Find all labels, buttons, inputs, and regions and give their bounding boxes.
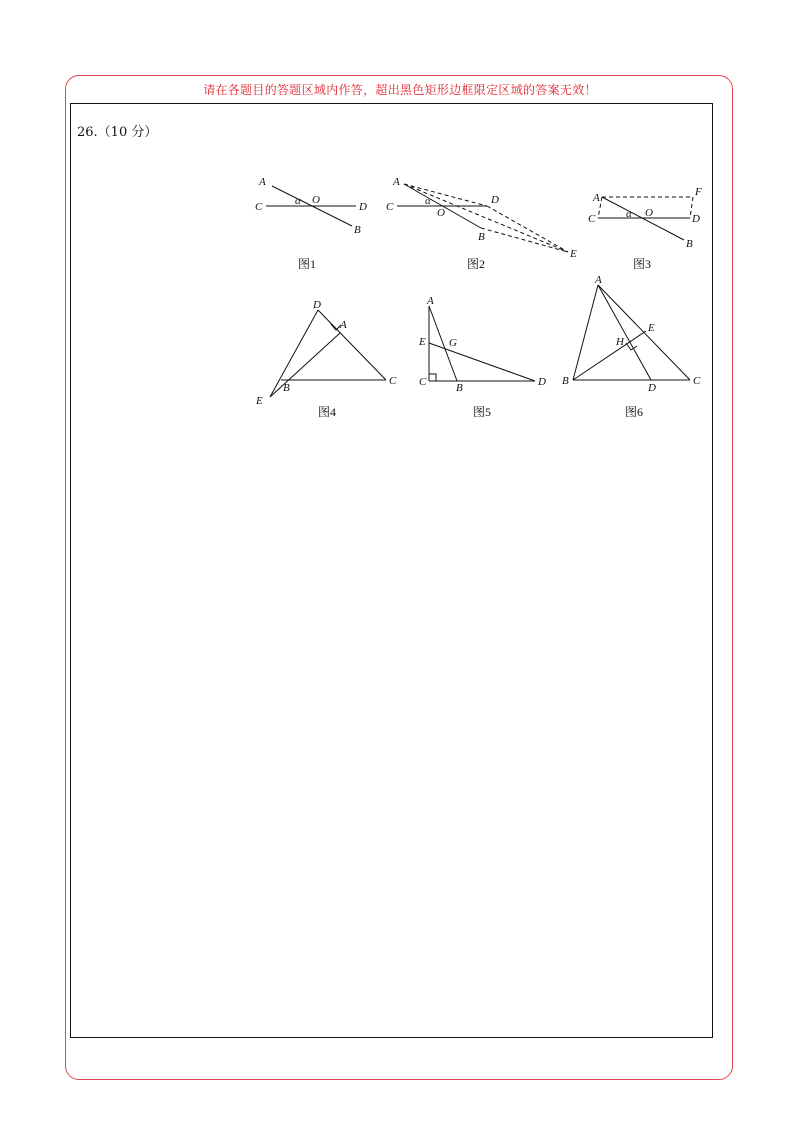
fig6-caption: 图6	[625, 405, 644, 419]
fig4-label-a: A	[340, 319, 347, 331]
figure-6-labels	[562, 274, 701, 419]
fig6-label-b: B	[562, 375, 569, 387]
fig4-caption: 图4	[318, 405, 337, 419]
fig1-caption: 图1	[298, 257, 317, 271]
fig2-dash-de	[487, 206, 568, 252]
fig5-label-d: D	[538, 376, 546, 388]
fig5-label-b: B	[456, 382, 463, 394]
fig6-label-d: D	[648, 382, 656, 394]
fig5-label-c: C	[419, 376, 427, 388]
fig4-label-e: E	[256, 395, 263, 407]
figure-1-labels	[255, 176, 367, 271]
fig6-label-a: A	[595, 274, 602, 286]
fig1-label-c: C	[255, 201, 263, 213]
fig4-line-dc	[318, 310, 386, 380]
fig2-label-o: O	[437, 207, 445, 219]
fig3-label-a: A	[593, 192, 600, 204]
fig5-label-a: A	[427, 295, 434, 307]
question-number: 26.（10 分）	[77, 125, 158, 140]
fig2-label-c: C	[386, 201, 394, 213]
fig4-line-de	[270, 310, 318, 397]
fig4-label-d: D	[313, 299, 321, 311]
figure-1	[266, 186, 356, 226]
fig4-line-ea	[270, 333, 340, 397]
fig3-label-alpha: α	[626, 208, 632, 220]
fig2-dash-ad	[404, 184, 487, 206]
figure-4-labels	[255, 299, 397, 419]
fig2-label-alpha: α	[425, 195, 431, 207]
answer-area-notice: 请在各题目的答题区域内作答，超出黑色矩形边框限定区域的答案无效！	[203, 83, 597, 97]
figure-5-labels	[418, 295, 546, 419]
fig1-label-b: B	[354, 224, 361, 236]
fig3-label-o: O	[645, 207, 653, 219]
fig2-label-d: D	[491, 194, 499, 206]
fig4-label-c: C	[389, 375, 397, 387]
fig6-label-h: H	[616, 336, 624, 348]
fig3-label-c: C	[588, 213, 596, 225]
fig2-dash-be	[481, 228, 568, 252]
fig5-line-ed	[429, 343, 535, 381]
fig3-label-b: B	[686, 238, 693, 250]
figure-5	[429, 306, 535, 381]
fig5-label-g: G	[449, 337, 457, 349]
fig5-right-angle	[429, 374, 436, 381]
fig6-label-e: E	[648, 322, 655, 334]
fig1-label-alpha: α	[295, 195, 301, 207]
fig6-label-c: C	[693, 375, 701, 387]
fig3-label-f: F	[695, 186, 702, 198]
fig3-label-d: D	[692, 213, 700, 225]
fig5-label-e: E	[419, 336, 426, 348]
fig2-caption: 图2	[467, 257, 486, 271]
fig2-label-b: B	[478, 231, 485, 243]
fig5-caption: 图5	[473, 405, 492, 419]
fig4-label-b: B	[283, 382, 290, 394]
fig2-label-a: A	[393, 176, 400, 188]
fig2-label-e: E	[570, 248, 577, 260]
fig1-label-o: O	[312, 194, 320, 206]
fig1-label-d: D	[359, 201, 367, 213]
fig3-caption: 图3	[633, 257, 652, 271]
fig1-label-a: A	[259, 176, 266, 188]
figure-6	[573, 285, 690, 380]
